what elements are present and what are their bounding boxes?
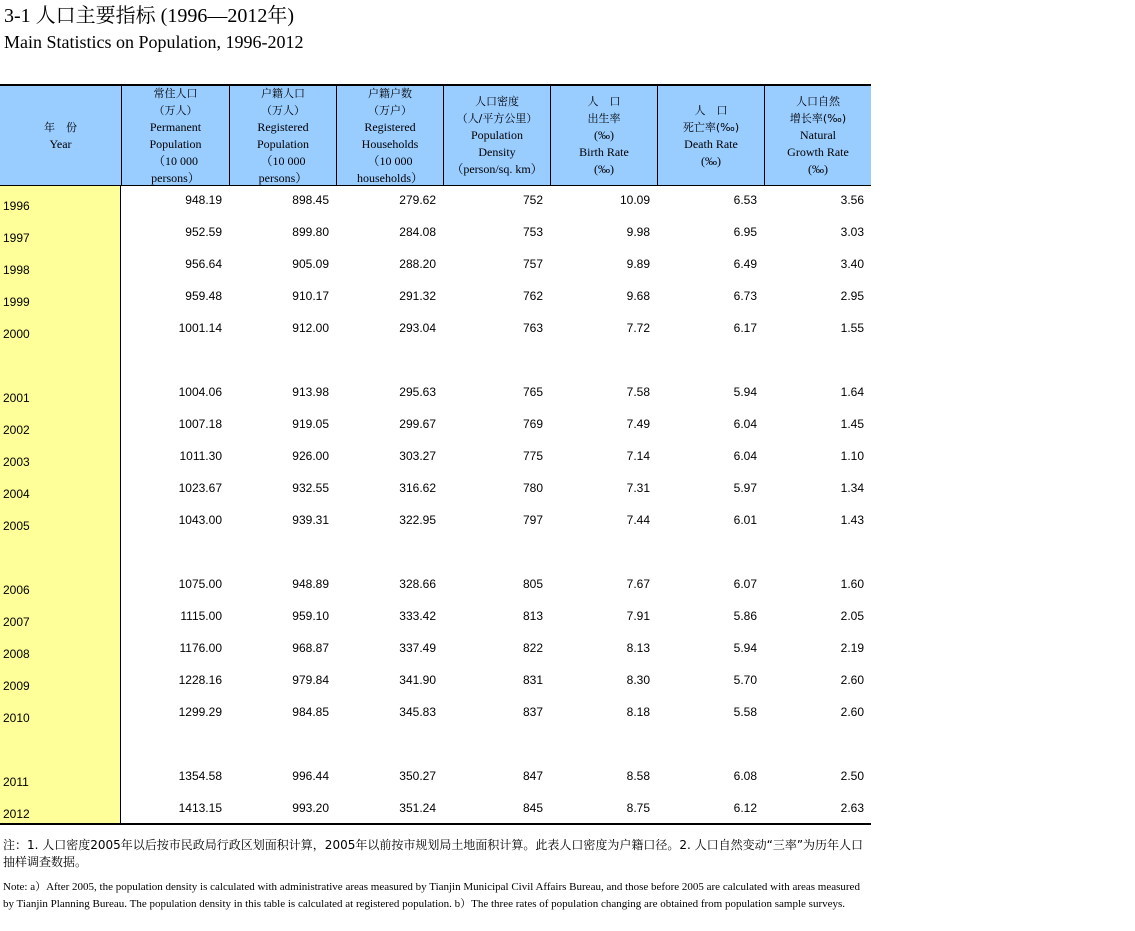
table-row (0, 801, 871, 823)
header-registered-population (229, 86, 336, 185)
value-cell: 7.91 (626, 609, 650, 623)
value-cell: 303.27 (399, 449, 436, 463)
header-zh-line: （人/平方公里） (456, 112, 538, 125)
header-zh-line: 出生率 (587, 112, 621, 125)
header-en-line: （person/sq. km） (451, 162, 543, 176)
table-row (0, 385, 871, 407)
header-zh-line: 常住人口 (153, 86, 198, 100)
value-cell: 7.14 (626, 449, 650, 463)
header-registered-households (336, 86, 443, 185)
header-zh-line: 人 口 (587, 95, 621, 108)
value-cell: 1075.00 (178, 577, 222, 591)
year-cell: 2006 (3, 583, 30, 597)
value-cell: 948.89 (292, 577, 329, 591)
year-cell: 2005 (3, 519, 30, 533)
value-cell: 351.24 (399, 801, 436, 815)
value-cell: 822 (522, 641, 543, 655)
header-zh-line: 增长率(‰) (789, 112, 847, 125)
table-row (0, 321, 871, 343)
value-cell: 752 (522, 193, 543, 207)
value-cell: 2.60 (840, 705, 864, 719)
header-en-line: Year (49, 136, 72, 151)
year-cell: 2003 (3, 455, 30, 469)
header-zh-line: 人 口 (694, 103, 728, 117)
value-cell: 919.05 (292, 417, 329, 431)
header-zh-line: 年 份 (44, 120, 77, 134)
value-cell: 5.86 (733, 609, 757, 623)
header-permanent-population (121, 86, 229, 185)
value-cell: 753 (522, 225, 543, 239)
table-row (0, 449, 871, 471)
value-cell: 7.44 (626, 513, 650, 527)
value-cell: 9.89 (626, 257, 650, 271)
value-cell: 948.19 (185, 193, 222, 207)
value-cell: 333.42 (399, 609, 436, 623)
value-cell: 345.83 (399, 705, 436, 719)
value-cell: 6.17 (733, 321, 757, 335)
value-cell: 993.20 (292, 801, 329, 815)
value-cell: 6.08 (733, 769, 757, 783)
page-title-english: Main Statistics on Population, 1996-2012 (4, 32, 304, 52)
value-cell: 299.67 (399, 417, 436, 431)
table-row (0, 577, 871, 599)
year-cell: 2009 (3, 679, 30, 693)
header-en-line: Birth Rate (579, 145, 629, 159)
value-cell: 996.44 (292, 769, 329, 783)
value-cell: 2.95 (840, 289, 864, 303)
header-en-line: Population (470, 128, 523, 142)
value-cell: 2.05 (840, 609, 864, 623)
value-cell: 831 (522, 673, 543, 687)
value-cell: 5.97 (733, 481, 757, 495)
header-en-line: Death Rate (684, 136, 738, 151)
value-cell: 6.73 (733, 289, 757, 303)
table-row (0, 289, 871, 311)
header-en-line: Population (149, 136, 202, 151)
value-cell: 1354.58 (178, 769, 222, 783)
value-cell: 959.10 (292, 609, 329, 623)
header-zh-line: 死亡率(‰) (682, 120, 740, 134)
header-zh-line: 户籍人口 (261, 86, 305, 100)
header-zh-line: （万人） (153, 103, 198, 117)
value-cell: 847 (522, 769, 543, 783)
header-population-density (443, 86, 550, 185)
value-cell: 337.49 (399, 641, 436, 655)
value-cell: 2.60 (840, 673, 864, 687)
page-title-chinese: 3-1 人口主要指标 (1996—2012年) (4, 5, 294, 27)
header-zh-line: （万人） (261, 103, 305, 117)
header-zh-line: 人口密度 (475, 95, 519, 108)
value-cell: 279.62 (399, 193, 436, 207)
value-cell: 762 (522, 289, 543, 303)
header-zh-line: （万户） (368, 103, 412, 117)
value-cell: 8.75 (626, 801, 650, 815)
header-zh-line: 户籍户数 (368, 86, 412, 100)
value-cell: 9.68 (626, 289, 650, 303)
header-en-line: Registered (257, 119, 309, 134)
value-cell: 926.00 (292, 449, 329, 463)
value-cell: 905.09 (292, 257, 329, 271)
value-cell: 757 (522, 257, 543, 271)
table-row (0, 609, 871, 631)
value-cell: 780 (522, 481, 543, 495)
table-row (0, 481, 871, 503)
note-english: Note: a）After 2005, the population density is calculated with administrative areas measured by Tianjin Municipal Civil Affairs Bureau, and those before 2005 are calculated with areas measured by Tianjin Planning Bureau. The population density in this table is calculated at registered population. b）The three rates of population changing are obtained from population sample surveys. (3, 881, 860, 910)
year-cell: 2011 (3, 775, 29, 789)
year-cell: 2010 (3, 711, 30, 725)
table-bottom-rule (0, 823, 871, 825)
table-row (0, 225, 871, 247)
value-cell: 8.13 (626, 641, 650, 655)
header-en-line: Growth Rate (787, 145, 849, 159)
header-en-line: Registered (364, 119, 416, 134)
value-cell: 1299.29 (178, 705, 222, 719)
value-cell: 6.53 (733, 193, 757, 207)
value-cell: 763 (522, 321, 543, 335)
value-cell: 6.01 (733, 513, 757, 527)
table-row (0, 769, 871, 791)
value-cell: 805 (522, 577, 543, 591)
value-cell: 1023.67 (178, 481, 222, 495)
value-cell: 898.45 (292, 193, 329, 207)
year-cell: 2007 (3, 615, 30, 629)
header-birth-rate (550, 86, 657, 185)
year-column-background (0, 186, 121, 823)
value-cell: 2.50 (840, 769, 864, 783)
value-cell: 813 (522, 609, 543, 623)
value-cell: 8.30 (626, 673, 650, 687)
table-row (0, 257, 871, 279)
value-cell: 2.19 (840, 641, 864, 655)
header-en-line: （10 000 (152, 153, 198, 168)
value-cell: 7.31 (626, 481, 650, 495)
value-cell: 845 (522, 801, 543, 815)
year-cell: 2001 (3, 391, 30, 405)
value-cell: 341.90 (399, 673, 436, 687)
value-cell: 10.09 (619, 193, 650, 207)
value-cell: 837 (522, 705, 543, 719)
value-cell: 1115.00 (180, 609, 222, 623)
year-cell: 2004 (3, 487, 30, 501)
value-cell: 1.55 (840, 321, 864, 335)
value-cell: 959.48 (185, 289, 222, 303)
value-cell: 7.72 (626, 321, 650, 335)
value-cell: 769 (522, 417, 543, 431)
value-cell: 1.43 (840, 513, 864, 527)
year-cell: 2012 (3, 807, 30, 821)
value-cell: 288.20 (399, 257, 436, 271)
value-cell: 5.94 (733, 385, 757, 399)
year-cell: 1999 (3, 295, 30, 309)
header-bottom-rule (0, 185, 871, 186)
value-cell: 765 (522, 385, 543, 399)
header-en-line: persons） (151, 170, 200, 185)
value-cell: 1004.06 (178, 385, 222, 399)
year-cell: 2002 (3, 423, 30, 437)
value-cell: 899.80 (292, 225, 329, 239)
value-cell: 979.84 (292, 673, 329, 687)
table-row (0, 193, 871, 215)
value-cell: 1176.00 (179, 641, 222, 655)
header-en-line: (‰) (808, 162, 828, 176)
value-cell: 1.34 (840, 481, 864, 495)
year-cell: 1998 (3, 263, 30, 277)
value-cell: 1.60 (840, 577, 864, 591)
value-cell: 284.08 (399, 225, 436, 239)
value-cell: 7.58 (626, 385, 650, 399)
value-cell: 5.94 (733, 641, 757, 655)
value-cell: 1.10 (840, 449, 864, 463)
value-cell: 7.49 (626, 417, 650, 431)
value-cell: 912.00 (292, 321, 329, 335)
value-cell: 1011.30 (179, 449, 222, 463)
value-cell: 1007.18 (178, 417, 222, 431)
table-row (0, 705, 871, 727)
value-cell: 956.64 (185, 257, 222, 271)
value-cell: 1228.16 (178, 673, 222, 687)
value-cell: 5.70 (733, 673, 757, 687)
table-row (0, 641, 871, 663)
header-en-line: (‰) (594, 128, 614, 142)
value-cell: 2.63 (840, 801, 864, 815)
value-cell: 6.49 (733, 257, 757, 271)
value-cell: 8.58 (626, 769, 650, 783)
value-cell: 328.66 (399, 577, 436, 591)
value-cell: 6.95 (733, 225, 757, 239)
value-cell: 3.40 (840, 257, 864, 271)
value-cell: 9.98 (626, 225, 650, 239)
value-cell: 939.31 (292, 513, 329, 527)
value-cell: 932.55 (292, 481, 329, 495)
value-cell: 1001.14 (178, 321, 222, 335)
header-year (0, 86, 121, 185)
header-en-line: （10 000 (260, 153, 306, 168)
value-cell: 316.62 (399, 481, 436, 495)
value-cell: 295.63 (399, 385, 436, 399)
value-cell: 6.04 (733, 449, 757, 463)
header-en-line: households） (356, 170, 423, 185)
value-cell: 775 (522, 449, 543, 463)
value-cell: 1.64 (840, 385, 864, 399)
value-cell: 3.56 (840, 193, 864, 207)
value-cell: 913.98 (292, 385, 329, 399)
header-zh-line: 人口自然 (796, 95, 840, 108)
value-cell: 293.04 (399, 321, 436, 335)
header-en-line: Permanent (149, 119, 202, 134)
header-en-line: (‰) (594, 162, 614, 176)
value-cell: 984.85 (292, 705, 329, 719)
value-cell: 322.95 (399, 513, 436, 527)
header-death-rate (657, 86, 764, 185)
table-row (0, 513, 871, 535)
header-en-line: Population (256, 136, 309, 151)
value-cell: 6.04 (733, 417, 757, 431)
year-cell: 2000 (3, 327, 30, 341)
table-row (0, 417, 871, 439)
year-cell: 2008 (3, 647, 30, 661)
table-row (0, 673, 871, 695)
value-cell: 1413.15 (178, 801, 222, 815)
value-cell: 8.18 (626, 705, 650, 719)
value-cell: 952.59 (185, 225, 222, 239)
header-en-line: Households (361, 136, 419, 151)
value-cell: 350.27 (399, 769, 436, 783)
header-en-line: (‰) (701, 153, 721, 168)
value-cell: 1.45 (840, 417, 864, 431)
value-cell: 5.58 (733, 705, 757, 719)
value-cell: 6.12 (733, 801, 757, 815)
header-natural-growth-rate (764, 86, 871, 185)
header-en-line: Natural (800, 128, 836, 142)
value-cell: 7.67 (626, 577, 650, 591)
header-en-line: （10 000 (367, 153, 413, 168)
value-cell: 797 (522, 513, 543, 527)
header-en-line: persons） (258, 170, 308, 185)
value-cell: 3.03 (840, 225, 864, 239)
value-cell: 6.07 (733, 577, 757, 591)
header-en-line: Density (478, 145, 516, 159)
value-cell: 291.32 (399, 289, 436, 303)
note-chinese: 注：1. 人口密度2005年以后按市民政局行政区划面积计算，2005年以前按市规划局土地面积计算。此表人口密度为户籍口径。2. 人口自然变动“三率”为历年人口抽样调查数据。 (3, 838, 864, 869)
value-cell: 910.17 (292, 289, 329, 303)
year-cell: 1997 (3, 231, 30, 245)
value-cell: 1043.00 (178, 513, 222, 527)
value-cell: 968.87 (292, 641, 329, 655)
year-cell: 1996 (3, 199, 30, 213)
